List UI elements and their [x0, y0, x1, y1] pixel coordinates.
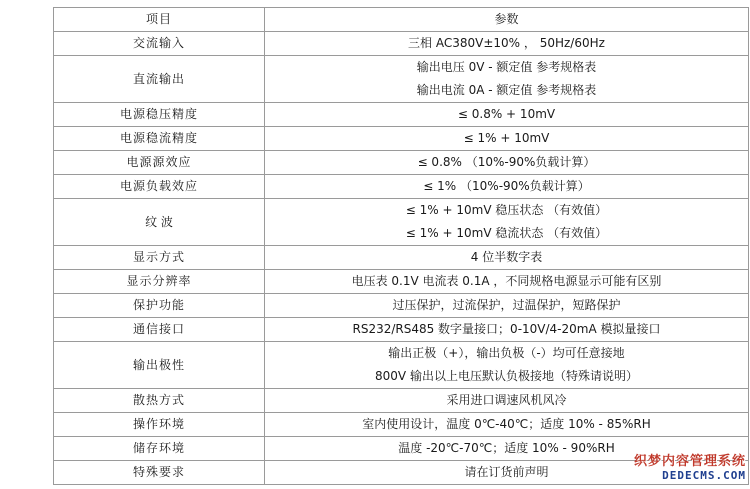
row-value: 温度 -20℃-70℃；适度 10% - 90%RH — [265, 437, 749, 461]
row-value — [265, 342, 749, 389]
row-label: 输出极性 — [54, 342, 265, 389]
row-value-line: 输出正极（+），输出负极（-）均可任意接地 — [388, 346, 625, 360]
header-item: 项目 — [54, 8, 265, 32]
row-value: 室内使用设计，温度 0℃-40℃；适度 10% - 85%RH — [265, 413, 749, 437]
table-row — [54, 389, 749, 413]
table-row — [54, 342, 749, 389]
row-value-line: ≤ 1% + 10mV 稳压状态 （有效值） — [405, 203, 608, 217]
table-row — [54, 246, 749, 270]
row-label: 电源稳流精度 — [54, 127, 265, 151]
row-value: ≤ 0.8% + 10mV — [265, 103, 749, 127]
row-label: 电源稳压精度 — [54, 103, 265, 127]
row-value: 过压保护，过流保护，过温保护，短路保护 — [265, 294, 749, 318]
watermark-title: 织梦内容管理系统 — [633, 454, 746, 469]
row-label: 显示分辨率 — [54, 270, 265, 294]
row-value: 采用进口调速风机风冷 — [265, 389, 749, 413]
row-value — [265, 56, 749, 103]
row-label: 储存环境 — [54, 437, 265, 461]
table-row — [54, 199, 749, 246]
row-value — [265, 199, 749, 246]
table-row — [54, 103, 749, 127]
watermark-url: DEDECMS.COM — [662, 469, 746, 482]
row-value: 三相 AC380V±10% ， 50Hz/60Hz — [265, 32, 749, 56]
table-row — [54, 56, 749, 103]
row-value: 请在订货前声明 — [265, 461, 749, 485]
row-label: 直流输出 — [54, 56, 265, 103]
row-label: 交流输入 — [54, 32, 265, 56]
row-value: 4 位半数字表 — [265, 246, 749, 270]
table-row — [54, 413, 749, 437]
spec-table — [53, 7, 749, 485]
row-label: 保护功能 — [54, 294, 265, 318]
table-row — [54, 318, 749, 342]
table-row — [54, 270, 749, 294]
row-value: RS232/RS485 数字量接口；0-10V/4-20mA 模拟量接口 — [265, 318, 749, 342]
row-label: 纹 波 — [54, 199, 265, 246]
table-row — [54, 32, 749, 56]
row-value-line: ≤ 1% + 10mV 稳流状态 （有效值） — [405, 226, 608, 240]
row-label: 特殊要求 — [54, 461, 265, 485]
row-value-line: 输出电流 0A - 额定值 参考规格表 — [416, 83, 597, 97]
table-header-row — [54, 8, 749, 32]
table-row — [54, 151, 749, 175]
row-value: ≤ 1% + 10mV — [265, 127, 749, 151]
row-value-line: 输出电压 0V - 额定值 参考规格表 — [416, 60, 597, 74]
watermark — [634, 454, 746, 482]
row-value: 电压表 0.1V 电流表 0.1A ，不同规格电源显示可能有区别 — [265, 270, 749, 294]
row-label: 散热方式 — [54, 389, 265, 413]
row-value: ≤ 0.8% （10%-90%负载计算） — [265, 151, 749, 175]
row-label: 电源源效应 — [54, 151, 265, 175]
table-row — [54, 175, 749, 199]
row-label: 操作环境 — [54, 413, 265, 437]
row-value: ≤ 1% （10%-90%负载计算） — [265, 175, 749, 199]
table-row — [54, 294, 749, 318]
row-label: 显示方式 — [54, 246, 265, 270]
row-label: 电源负载效应 — [54, 175, 265, 199]
row-value-line: 800V 输出以上电压默认负极接地（特殊请说明） — [375, 369, 638, 383]
row-label: 通信接口 — [54, 318, 265, 342]
header-value: 参数 — [265, 8, 749, 32]
table-row — [54, 127, 749, 151]
